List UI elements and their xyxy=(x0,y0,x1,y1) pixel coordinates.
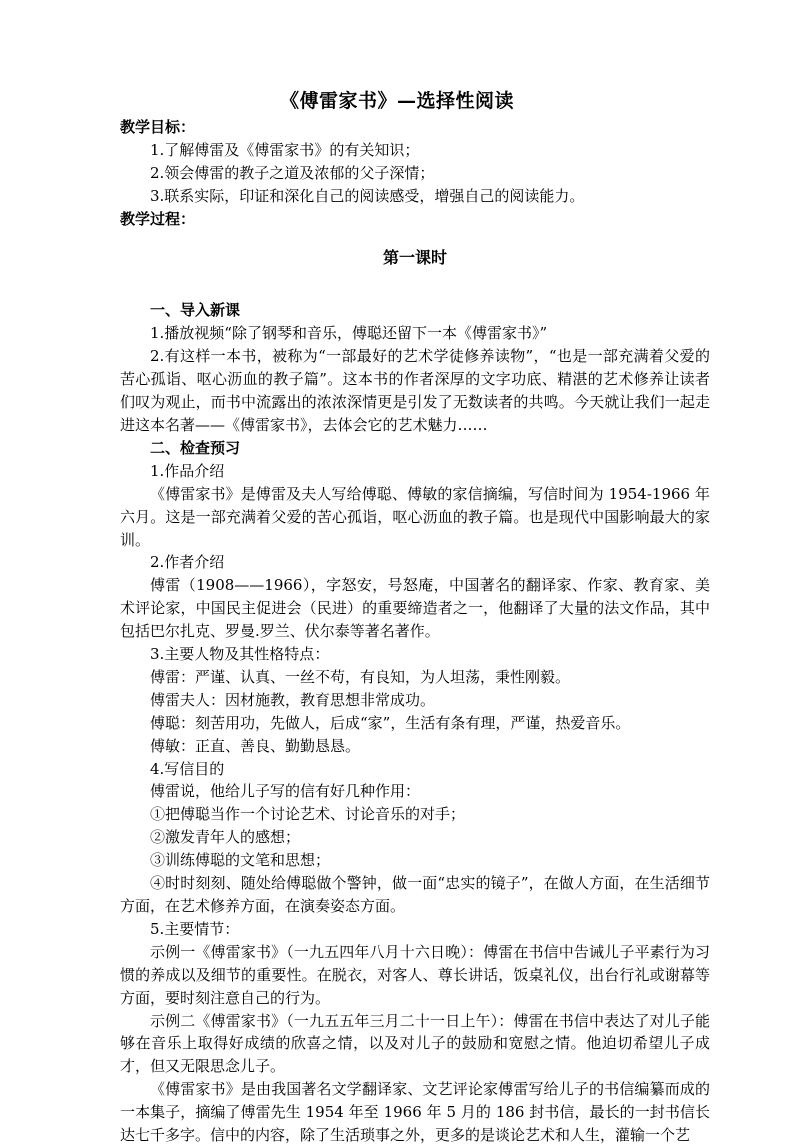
paragraph: 示例二《傅雷家书》（一九五五年三月二十一日上午）：傅雷在书信中表达了对儿子能够在音乐上取得好成绩的欣喜之情，以及对儿子的鼓励和宽慰之情。他迫切希望儿子成才，但又无限思念儿子。 xyxy=(120,1011,710,1076)
subheading: 3.主要人物及其性格特点： xyxy=(150,645,330,664)
section-heading-preview: 二、检查预习 xyxy=(150,438,241,457)
process-heading: 教学过程： xyxy=(120,209,196,228)
paragraph: 《傅雷家书》是傅雷及夫人写给傅聪、傅敏的家信摘编，写信时间为 1954-1966 年六月。这是一部充满着父爱的苦心孤诣，呕心沥血的教子篇。也是现代中国影响最大的家训。 xyxy=(120,484,710,549)
subheading: 5.主要情节： xyxy=(150,919,240,938)
character-item: 傅敏：正直、善良、勤勤恳恳。 xyxy=(150,736,361,755)
paragraph: 《傅雷家书》是由我国著名文学翻译家、文艺评论家傅雷写给儿子的书信编纂而成的一本集子，摘编了傅雷先生 1954 年至 1966 年 5 月的 186 封书信，最长的一封书信长达七千多字。信中的内容，除了生活琐事之外，更多的是谈论艺术和人生，灌输一个艺 xyxy=(120,1080,710,1145)
purpose-item: ②激发青年人的感想； xyxy=(150,828,301,847)
document-body xyxy=(120,116,710,1147)
purpose-item: ①把傅聪当作一个讨论艺术、讨论音乐的对手； xyxy=(150,805,466,824)
subheading: 1.作品介绍 xyxy=(150,461,225,480)
document-title: 《傅雷家书》—选择性阅读 xyxy=(279,90,514,112)
subheading: 2.作者介绍 xyxy=(150,553,225,572)
paragraph: 1.播放视频“除了钢琴和音乐，傅聪还留下一本《傅雷家书》” xyxy=(150,324,548,343)
subheading: 4.写信目的 xyxy=(150,759,225,778)
paragraph: 示例一《傅雷家书》（一九五四年八月十六日晚）：傅雷在书信中告诫儿子平素行为习惯的养成以及细节的重要性。在脱衣，对客人、尊长讲话，饭桌礼仪，出台行礼或谢幕等方面，要时刻注意自己的行为。 xyxy=(120,942,710,1007)
purpose-item: ③训练傅聪的文笔和思想； xyxy=(150,851,331,870)
purpose-item: ④时时刻刻、随处给傅聪做个警钟，做一面“忠实的镜子”，在做人方面，在生活细节方面，在艺术修养方面，在演奏姿态方面。 xyxy=(120,874,710,915)
goals-heading: 教学目标： xyxy=(120,118,196,136)
paragraph: 傅雷（1908——1966），字怒安，号怒庵，中国著名的翻译家、作家、教育家、美术评论家，中国民主促进会（民进）的重要缔造者之一，他翻译了大量的法文作品，其中包括巴尔扎克、罗曼.罗兰、伏尔泰等著名著作。 xyxy=(120,576,710,641)
goal-item: 2.领会傅雷的教子之道及浓郁的父子深情； xyxy=(150,163,435,182)
goal-item: 3.联系实际，印证和深化自己的阅读感受，增强自己的阅读能力。 xyxy=(150,186,585,205)
character-item: 傅聪：刻苦用功，先做人，后成“家”，生活有条有理，严谨，热爱音乐。 xyxy=(150,713,631,732)
paragraph: 傅雷说，他给儿子写的信有好几种作用： xyxy=(150,782,421,801)
character-item: 傅雷：严谨、认真、一丝不苟，有良知，为人坦荡，秉性刚毅。 xyxy=(150,667,571,686)
paragraph: 2.有这样一本书，被称为“一部最好的艺术学徒修养读物”，“也是一部充满着父爱的苦心孤诣、呕心沥血的教子篇”。这本书的作者深厚的文字功底、精湛的艺术修养让读者们叹为观止，而书中流露出的浓浓深情更是引发了无数读者的共鸣。今天就让我们一起走进这本名著——《傅雷家书》，去体会它的艺术魅力…… xyxy=(120,347,710,434)
lesson-title: 第一课时 xyxy=(382,247,447,267)
section-heading-intro: 一、导入新课 xyxy=(150,301,241,320)
goal-item: 1.了解傅雷及《傅雷家书》的有关知识； xyxy=(150,140,420,159)
character-item: 傅雷夫人：因材施教，教育思想非常成功。 xyxy=(150,690,436,709)
